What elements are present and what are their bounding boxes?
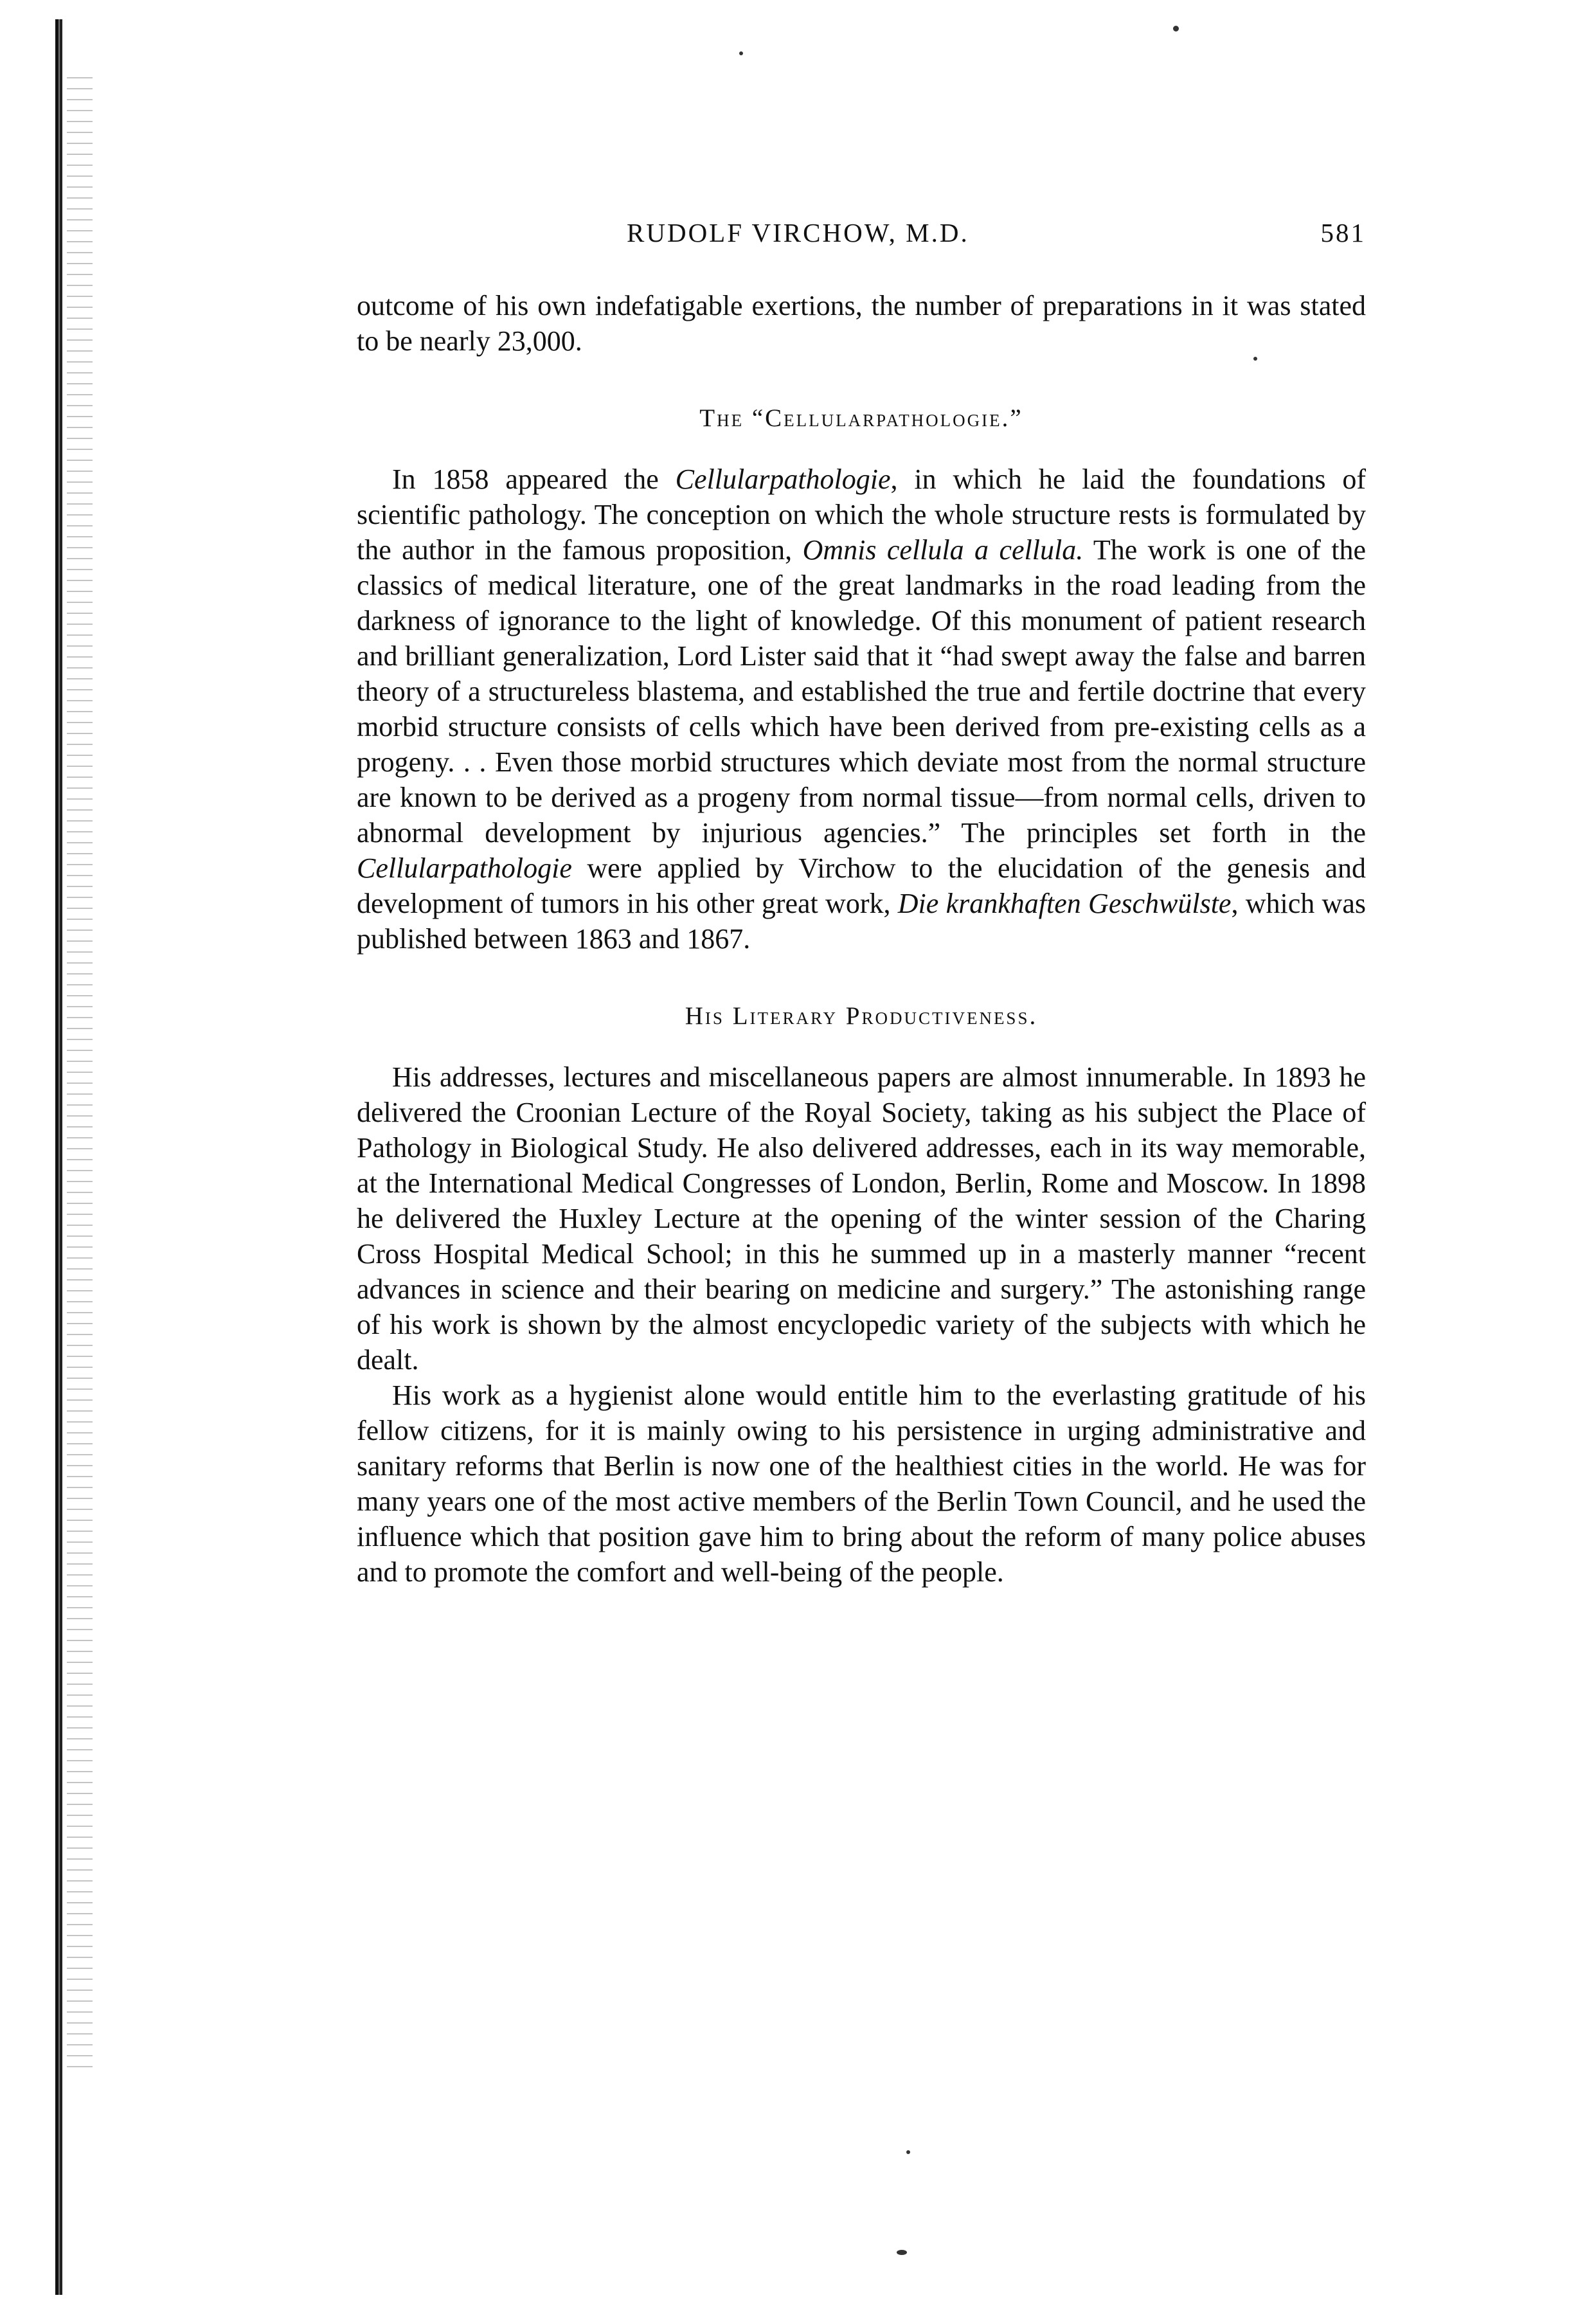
scan-speck [1173, 26, 1179, 31]
italic-title: Die krankhaften Geschwülste [897, 888, 1232, 919]
section-heading-cellularpathologie: The “Cellularpathologie.” [699, 404, 1023, 432]
text-run: In 1858 appeared the [392, 463, 676, 495]
page-header [357, 217, 1366, 256]
scan-speck [739, 51, 743, 55]
section-heading-literary-productiveness: His Literary Productiveness. [685, 1002, 1038, 1030]
book-page [357, 217, 1366, 1590]
text-run: The work is one of the classics of medical literature, one of the great landmarks in the road leading from the darkness of ignorance to the light of knowledge. Of this monument of patient research and brilliant generalization, Lord Lister said that it “had swept away the false and barren theory of a structureless blastema, and established the true and fertile doctrine that every morbid structure consists of cells which have been derived from pre-existing cells as a progeny. . . Even those morbid structures which deviate most from the normal structure are known to be derived as a progeny from normal tissue—from normal cells, driven to abnormal development by injurious agencies.” The principles set forth in the [357, 534, 1366, 849]
binding-scan-marks [67, 77, 93, 2070]
paragraph-addresses: His addresses, lectures and miscellaneous papers are almost innumerable. In 1893 he delivered the Croonian Lecture of the Royal Society, taking as his subject the Place of Pathology in Biological Study. He also delivered addresses, each in its way memorable, at the International Medical Congresses of London, Berlin, Rome and Moscow. In 1898 he delivered the Huxley Lecture at the opening of the winter session of the Charing Cross Hospital Medical School; in this he summed up in a masterly manner “recent advances in science and their bearing on medicine and surgery.” The astonishing range of his work is shown by the almost encyclopedic variety of the subjects with which he dealt. [357, 1061, 1366, 1376]
paragraph-cellularpathologie [357, 462, 1366, 957]
paragraph-hygienist: His work as a hygienist alone would entitle him to the everlasting gratitude of his fellow citizens, for it is mainly owing to his persistence in urging administrative and sanitary reforms that Berlin is now one of the healthiest cities in the world. He was for many years one of the most active members of the Berlin Town Council, and he used the influence which that position gave him to bring about the reform of many police abuses and to promote the comfort and well-being of the people. [357, 1379, 1366, 1588]
book-binding-edge [55, 19, 64, 2295]
page-number: 581 [1320, 218, 1366, 247]
paragraph-continuation: outcome of his own indefatigable exertions, the number of preparations in it was stated to be nearly 23,000. [357, 290, 1366, 357]
text-run: , which was published between 1863 and 1867. [357, 888, 1366, 955]
running-title: RUDOLF VIRCHOW, M.D. [627, 218, 969, 247]
italic-title: Cellularpathologie [357, 852, 572, 884]
italic-title: Cellularpathologie [675, 463, 891, 495]
italic-latin-proposition: Omnis cellula a cellula. [802, 534, 1084, 566]
text-run: were applied by Virchow to the elucidation of the genesis and development of tumors in his other great work, [357, 852, 1366, 919]
scan-speck [906, 2150, 910, 2154]
text-run: , in which he laid the foundations of scientific pathology. The conception on which the whole structure rests is formulated by the author in the famous proposition, [357, 463, 1366, 566]
scan-speck [897, 2250, 907, 2255]
